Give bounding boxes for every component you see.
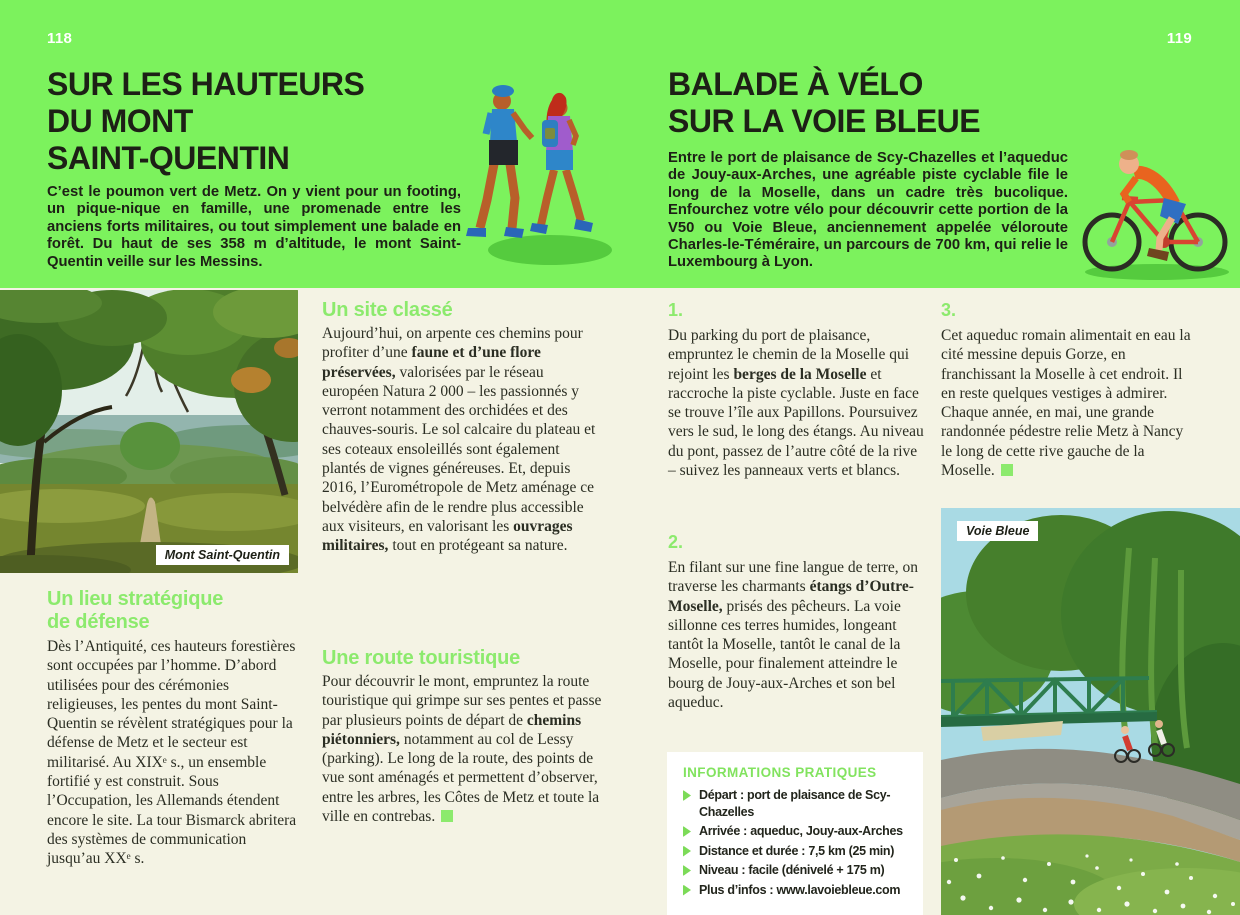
section-heading-strategic — [47, 588, 297, 634]
cycleway-scene — [941, 508, 1240, 915]
text-run: valorisées par le réseau européen Natura 2 000 – les passionnés y verront notamment des orchidées et des chauves-souris. Le sol calcaire du plateau et ses coteaux ensoleillés sont également plantés de vignes généreuses. Et, depuis 2016, l’Eurométropole de Metz aménage ce belvédère afin de le rendre plus accessible aux visiteurs, en valorisant les — [322, 363, 596, 535]
title-line: SAINT-QUENTIN — [47, 140, 290, 176]
mont-saint-quentin-photo — [0, 290, 298, 573]
text-run: tout en protégeant sa nature. — [388, 537, 568, 555]
text-run-bold: ouvrages militaires, — [322, 517, 573, 555]
text-run: Du parking du port de plaisance, empruntez le chemin de la Moselle qui rejoint les — [668, 327, 910, 383]
forest-scene — [0, 290, 298, 573]
rider-shoe — [1147, 248, 1169, 261]
text-run-bold: étangs d’Outre-Moselle, — [668, 578, 914, 615]
photo-caption: Voie Bleue — [957, 521, 1038, 541]
section-heading-site: Un site classé — [322, 299, 453, 321]
green-header-band — [0, 0, 1240, 288]
bullet-arrow-icon — [683, 885, 691, 896]
man-cap — [492, 85, 514, 97]
bullet-arrow-icon — [683, 790, 691, 801]
info-item-text: Niveau : facile (dénivelé + 175 m) — [699, 863, 885, 877]
text-run: notamment au col de Lessy (parking). Le long de la route, des points de vue sont aménagés et permettent d’observer, entre les arbres, les Côtes de Metz et toute la ville en contrebas. — [322, 730, 600, 826]
article-intro-left: C’est le poumon vert de Metz. On y vient pour un footing, un pique-nique en famille, une promenade entre les anciens forts militaires, ou tout simplement une balade en forêt. Du haut de ses 358 m d’altitude, le mont Saint-Quentin veille sur les Messins. — [47, 184, 461, 270]
text-run-bold: berges de la Moselle — [733, 365, 867, 383]
text-run: et raccroche la piste cyclable. Juste en face se trouve l’île aux Papillons. Poursuivez vers le sud, le long des étangs. Au niveau du pont, passez de l’autre côté de la rive – suivez les panneaux verts et blancs. — [668, 365, 924, 480]
voie-bleue-photo — [941, 508, 1240, 915]
route-paragraph — [322, 672, 604, 826]
man-shorts — [489, 140, 518, 165]
page-number-right: 119 — [1166, 30, 1192, 47]
section-heading-route: Une route touristique — [322, 647, 521, 669]
section-end-square-icon — [1001, 464, 1013, 476]
bullet-arrow-icon — [683, 826, 691, 837]
bullet-arrow-icon — [683, 865, 691, 876]
step-1-paragraph — [668, 326, 928, 480]
info-item-niveau — [683, 862, 909, 879]
photo-caption: Mont Saint-Quentin — [156, 545, 289, 565]
article-title-right — [668, 66, 980, 140]
strategic-paragraph: Dès l’Antiquité, ces hauteurs forestières sont occupées par l’homme. D’abord utilisées pour des cérémonies religieuses, les pentes du mont Saint-Quentin se révèlent stratégiques pour la défense de Metz et le secteur est militarisé. Au XIXᵉ s., un ensemble fortifié y est construit. Sous l’Occupation, les Allemands étendent encore le site. La tour Bismarck abritera des systèmes de communication jusqu’au XXᵉ s. — [47, 638, 297, 868]
page-number-left: 118 — [47, 30, 73, 47]
info-item-website — [683, 882, 909, 899]
text-run: prisés des pêcheurs. La voie sillonne ces terres humides, longeant tantôt la Moselle, tantôt le canal de la Moselle, pour finalement atteindre le bourg de Jouy-aux-Arches et son bel aqueduc. — [668, 597, 901, 712]
cyclist-illustration — [1072, 142, 1234, 282]
step-2-paragraph — [668, 558, 928, 712]
heading-line: Un lieu stratégique — [47, 588, 224, 610]
step-number-2: 2. — [668, 532, 684, 552]
practical-info-box — [667, 752, 923, 915]
title-line: DU MONT — [47, 103, 193, 139]
man-back-leg — [480, 164, 494, 228]
section-end-square-icon — [441, 810, 453, 822]
text-run: Aujourd’hui, on arpente ces chemins pour profiter d’une — [322, 325, 583, 362]
title-line: SUR LES HAUTEURS — [47, 66, 365, 102]
info-box-heading: INFORMATIONS PRATIQUES — [683, 765, 877, 780]
text-run: En filant sur une fine langue de terre, on traverse les charmants — [668, 559, 919, 596]
step-number-1: 1. — [668, 300, 684, 320]
man-shoe — [466, 228, 486, 237]
title-line: SUR LA VOIE BLEUE — [668, 103, 981, 139]
info-item-text: Distance et durée : 7,5 km (25 min) — [699, 843, 895, 858]
info-item-depart — [683, 787, 909, 820]
step-number-3: 3. — [941, 300, 957, 320]
title-line: BALADE À VÉLO — [668, 66, 923, 102]
info-item-text: Arrivée : aqueduc, Jouy-aux-Arches — [699, 824, 903, 838]
text-run-bold: chemins piétonniers, — [322, 711, 582, 748]
text-run: Pour découvrir le mont, empruntez la route touristique qui grimpe sur ses pentes et passe par plusieurs points de départ de — [322, 673, 602, 729]
text-run-bold: faune et d’une flore préservées, — [322, 344, 541, 381]
site-paragraph — [322, 324, 604, 556]
step-3-paragraph — [941, 326, 1193, 480]
article-intro-right: Entre le port de plaisance de Scy-Chazelles et l’aqueduc de Jouy-aux-Arches, une agréable piste cyclable file le long de la Moselle, dans un cadre très bucolique. Enfourchez votre vélo pour découvrir cette portion de la V50 ou Voie Bleue, anciennement appelée véloroute Charles-le-Téméraire, un parcours de 700 km, qui relie le Luxembourg à Lyon. — [668, 150, 1068, 271]
bullet-arrow-icon — [683, 846, 691, 857]
heading-line: de défense — [47, 611, 150, 633]
info-item-arrivee — [683, 823, 909, 840]
text-run: Cet aqueduc romain alimentait en eau la cité messine depuis Gorze, en franchissant la Moselle à cet endroit. Il en reste quelques vestiges à admirer. Chaque année, en mai, une grande randonnée pédestre relie Metz à Nancy le long de cette rive gauche de la Moselle. — [941, 327, 1191, 480]
woman-shoe — [530, 223, 548, 234]
info-item-text: Départ : port de plaisance de Scy-Chazelles — [699, 788, 891, 819]
info-item-distance — [683, 843, 909, 860]
info-item-text: Plus d’infos : www.lavoiebleue.com — [699, 882, 901, 897]
woman-shorts — [546, 150, 573, 170]
article-title-left — [47, 66, 364, 177]
rider-hair — [1120, 150, 1138, 160]
hikers-illustration — [462, 78, 612, 278]
